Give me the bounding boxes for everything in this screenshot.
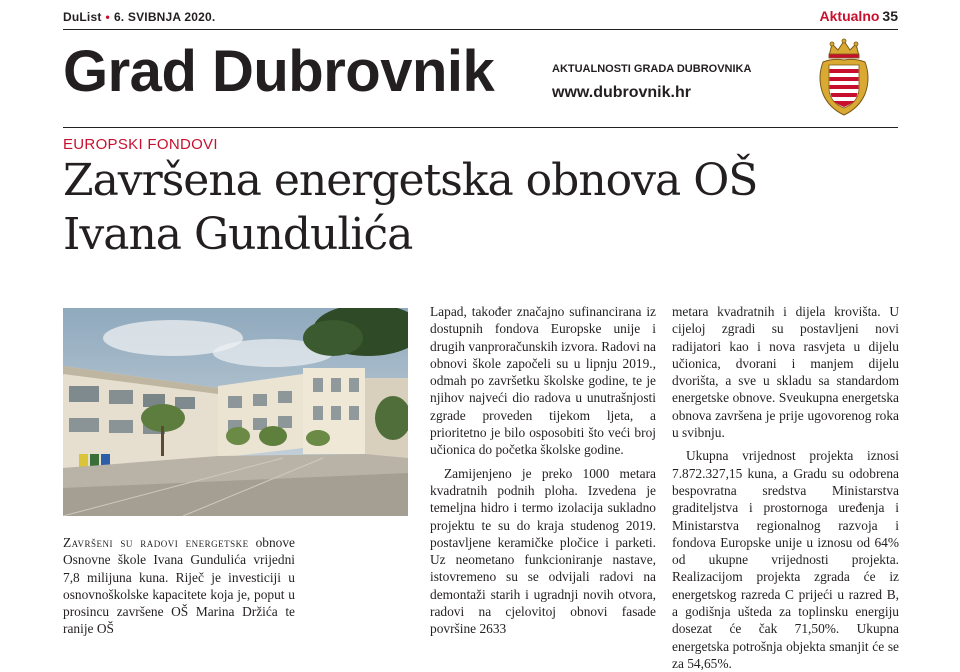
dubrovnik-coat-of-arms-icon: [815, 38, 873, 118]
article-headline: Završena energetska obnova OŠ Ivana Gundulića: [63, 155, 758, 260]
lead-small-caps: Završeni su radovi energetske: [63, 535, 249, 550]
body-paragraph: Zamijenjeno je preko 1000 metara kvadratnih podnih ploha. Izvedena je temeljna hidro i termo izolacija sukladno projektu te su do kraja studenog 2019. postavljene keramičke pločice i parketi. Uz neometano funkcioniranje nastave, istovremeno su se odvijali radovi na demontaži starih i ugradnji novih otvora, radovi na cjelovitoj obnovi fasade površine 2633: [430, 465, 656, 637]
page-number: 35: [882, 8, 898, 24]
separator-dot: •: [105, 10, 110, 24]
issue-date: 6. SVIBNJA 2020.: [113, 10, 216, 24]
lead-paragraph: [63, 534, 295, 638]
masthead-url: www.dubrovnik.hr: [552, 84, 691, 101]
body-paragraph: Ukupna vrijednost projekta iznosi 7.872.327,15 kuna, a Gradu su odobrena bespovratna sredstva Ministarstva graditeljstva i prostornoga uređenja i Ministarstva regionalnog razvoja i fondova Europske unije u iznosu od 64% od ukupne vrijednosti projekta. Realizacijom projekta zgrada će iz energetskog razreda C prijeći u razred B, a godišnja ušteda za toplinsku energiju dosezat će čak 71,50%. Ukupna energetska potrošnja objekta smanjit će se za 54,65%.: [672, 448, 899, 671]
article-kicker: EUROPSKI FONDOVI: [63, 136, 218, 153]
lead-text: obnove Osnovne škole Ivana Gundulića vrijedni 7,8 milijuna kuna. Riječ je investiciji u osnovnoškolske kapacitete koja je, poput u prosincu završene OŠ Marina Držića te ranije OŠ: [63, 535, 295, 637]
body-paragraph: Lapad, također značajno sufinancirana iz dostupnih fondova Europske unije i drugih vanproračunskih izvora. Radovi na obnovi škole započeli su u lipnju 2019., odmah po završetku školske godine, te je njihov najveći dio radova u unutrašnjosti zgrade proveden tijekom ljeta, a prioritetno je bilo osposobiti što veći broj učionica do početka školske godine.: [430, 304, 656, 458]
masthead-divider: [63, 127, 898, 128]
masthead-tagline: AKTUALNOSTI GRADA DUBROVNIKA: [552, 63, 752, 75]
article-column-3: [672, 303, 899, 672]
article-column-1: [63, 534, 295, 638]
body-paragraph: metara kvadratnih i dijela krovišta. U cijeloj zgradi su postavljeni novi radijatori kao i nova rasvjeta u dijelu učionica, dvorani i manjem dijelu dvorišta, a sve u skladu sa standardom energetske obnove. Sveukupna energetska obnova završena je prije ugovorenog roka u svibnju.: [672, 304, 899, 441]
school-building-photo: [63, 308, 408, 516]
masthead-title: Grad Dubrovnik: [63, 39, 495, 104]
top-divider: [63, 29, 898, 30]
publication-line: [63, 10, 215, 24]
article-column-2: [430, 303, 656, 638]
page-header-bar: [63, 8, 898, 28]
section-name: Aktualno: [819, 8, 880, 24]
section-label: [820, 8, 898, 24]
publication-name: DuList: [63, 10, 102, 24]
